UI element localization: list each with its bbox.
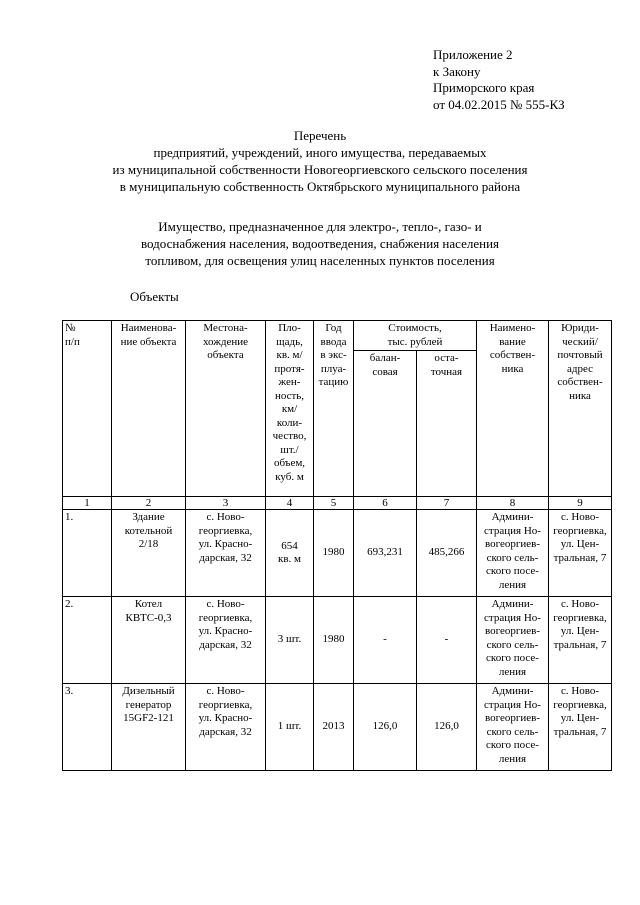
row-owner-line: ления [498, 665, 527, 678]
column-number [354, 497, 417, 510]
row-owner-line: Админи- [491, 685, 534, 697]
row-cost-residual [417, 510, 477, 597]
column-number [112, 497, 186, 510]
table-header [63, 321, 612, 510]
header-cost-line: тыс. рублей [387, 335, 443, 348]
property-purpose [0, 218, 640, 269]
row-address-line: тральная, 7 [553, 551, 607, 564]
row-owner-line: вогеоргиев- [484, 625, 540, 637]
column-number [549, 497, 612, 510]
row-location-line: георгиевка, [198, 611, 253, 624]
row-owner-line: страция Но- [484, 611, 541, 624]
row-cost-balance-line: 693,231 [367, 546, 403, 559]
header-owner-line: вание [499, 335, 526, 348]
row-cost-residual-line: 126,0 [434, 720, 459, 733]
header-area [266, 321, 314, 497]
column-number-line: 4 [286, 497, 293, 509]
row-owner [477, 684, 549, 771]
row-cost-residual [417, 597, 477, 684]
row-location [186, 510, 266, 597]
row-location-line: ул. Красно- [198, 538, 253, 550]
table-body [63, 510, 612, 771]
header-area-line: кв. м/ [276, 349, 303, 361]
row-cost-balance-line: 126,0 [372, 720, 398, 733]
row-num-line: 2. [65, 598, 74, 610]
header-cost-line: Стоимость, [388, 322, 442, 334]
row-area-line: 3 шт. [277, 633, 302, 646]
header-location-line: объекта [207, 349, 244, 361]
row-owner-line: ления [498, 752, 527, 765]
purpose-line: Имущество, предназначенное для электро-, тепло-, газо- и [158, 219, 482, 234]
purpose-line: водоснабжения населения, водоотведения, снабжения населения [140, 236, 500, 251]
row-owner-line: вогеоргиев- [484, 712, 540, 724]
header-cost-balance-line: совая [372, 365, 398, 378]
column-number-line: 2 [145, 497, 152, 509]
header-address-line: собствен- [557, 376, 603, 388]
row-owner [477, 510, 549, 597]
row-year [314, 597, 354, 684]
column-number [417, 497, 477, 510]
row-year [314, 510, 354, 597]
header-cost [354, 321, 477, 351]
row-location [186, 684, 266, 771]
row-num-line: 3. [65, 685, 74, 697]
header-cost-balance-line: балан- [369, 352, 401, 364]
row-year-line: 2013 [322, 720, 345, 733]
row-location-line: георгиевка, [198, 698, 253, 711]
row-name-line: КВТС-0,3 [125, 611, 172, 624]
column-number [186, 497, 266, 510]
row-cost-balance-line: - [383, 633, 387, 646]
row-address-line: тральная, 7 [553, 725, 607, 738]
row-address-line: с. Ново- [560, 598, 600, 610]
row-num [63, 684, 112, 771]
row-location-line: дарская, 32 [199, 638, 252, 651]
appendix-line: к Закону [433, 63, 481, 79]
header-year-line: плуа- [320, 362, 347, 375]
column-number-line: 8 [509, 497, 516, 509]
header-area-line: чество, [272, 430, 307, 442]
header-year-line: Год [325, 322, 342, 334]
appendix-line: Приложение 2 [433, 47, 513, 62]
row-num-line: 1. [65, 511, 74, 523]
row-name-line: Котел [134, 598, 163, 610]
row-name [112, 597, 186, 684]
column-number-line: 6 [382, 497, 388, 509]
appendix-reference [433, 47, 565, 113]
column-number [63, 497, 112, 510]
header-location [186, 321, 266, 497]
row-owner-line: ского сель- [486, 638, 539, 651]
row-area [266, 597, 314, 684]
row-cost-balance [354, 684, 417, 771]
column-number-line: 9 [577, 497, 583, 509]
row-address-line: ул. Цен- [560, 538, 600, 550]
header-area-line: шт./ [280, 443, 299, 456]
header-year-line: в экс- [320, 349, 347, 361]
header-address-line: Юриди- [561, 322, 599, 334]
row-name-line: генератор [125, 698, 172, 711]
table-row [63, 510, 612, 597]
row-location-line: георгиевка, [198, 524, 253, 537]
header-cost-residual-line: точная [430, 365, 463, 378]
header-owner-line: ника [501, 362, 524, 375]
row-cost-balance [354, 597, 417, 684]
row-location-line: с. Ново- [206, 511, 245, 523]
row-name [112, 684, 186, 771]
header-area-line: куб. м [275, 470, 304, 483]
title-line: предприятий, учреждений, иного имущества, передаваемых [153, 145, 487, 160]
header-num-line: п/п [65, 335, 80, 348]
row-address-line: с. Ново- [560, 685, 600, 697]
header-address [549, 321, 612, 497]
header-area-line: Пло- [278, 322, 301, 334]
header-row [63, 321, 612, 351]
column-number-line: 7 [443, 497, 450, 509]
row-address-line: георгиевка, [553, 698, 607, 711]
header-name-line: Наименова- [120, 322, 177, 334]
row-owner [477, 597, 549, 684]
row-name [112, 510, 186, 597]
row-cost-residual-line: 485,266 [428, 546, 465, 559]
title-line: Перечень [293, 128, 347, 143]
row-owner-line: ского сель- [486, 725, 539, 738]
row-owner-line: ского сель- [486, 551, 539, 564]
row-area-line: 1 шт. [277, 720, 302, 733]
header-cost-balance [354, 351, 417, 497]
header-year-line: тацию [318, 376, 349, 388]
row-address-line: тральная, 7 [553, 638, 607, 651]
header-area-line: протя- [274, 362, 305, 375]
row-location [186, 597, 266, 684]
column-number-line: 5 [330, 497, 337, 509]
header-area-line: объем, [273, 457, 306, 469]
row-year-line: 1980 [322, 633, 345, 646]
header-owner-line: Наимено- [489, 322, 536, 334]
row-area [266, 684, 314, 771]
row-location-line: дарская, 32 [199, 725, 252, 738]
table-row [63, 597, 612, 684]
header-address-line: ника [569, 389, 591, 402]
row-address-line: ул. Цен- [560, 712, 600, 724]
header-num-line: № [65, 322, 76, 334]
row-location-line: ул. Красно- [198, 712, 253, 724]
header-name [112, 321, 186, 497]
column-number-row [63, 497, 612, 510]
row-area-line: 654 [281, 539, 298, 552]
header-address-line: почтовый [557, 349, 603, 361]
row-num [63, 597, 112, 684]
document-title [0, 127, 640, 195]
section-label: Объекты [130, 289, 179, 304]
row-num [63, 510, 112, 597]
row-address-line: георгиевка, [553, 611, 607, 624]
row-cost-balance [354, 510, 417, 597]
row-owner-line: страция Но- [484, 698, 541, 711]
row-name-line: 2/18 [138, 538, 159, 550]
row-location-line: с. Ново- [206, 685, 245, 697]
header-area-line: щадь, [276, 335, 303, 348]
header-year [314, 321, 354, 497]
header-area-line: км/ [281, 403, 298, 415]
column-number [266, 497, 314, 510]
row-area-line: кв. м [278, 553, 301, 565]
row-year [314, 684, 354, 771]
row-address [549, 510, 612, 597]
header-area-line: коли- [276, 416, 303, 429]
row-owner-line: ского посе- [486, 739, 539, 751]
header-num [63, 321, 112, 497]
column-number [314, 497, 354, 510]
row-address [549, 597, 612, 684]
header-area-line: ность, [274, 389, 305, 402]
row-name-line: Здание [132, 511, 165, 523]
row-location-line: ул. Красно- [198, 625, 253, 637]
header-year-line: ввода [320, 335, 347, 348]
header-cost-residual [417, 351, 477, 497]
header-location-line: Местона- [203, 322, 248, 334]
row-owner-line: ского посе- [486, 652, 539, 664]
column-number [477, 497, 549, 510]
row-owner-line: ления [498, 578, 527, 591]
column-number-line: 3 [222, 497, 229, 509]
table-row [63, 684, 612, 771]
row-address-line: с. Ново- [560, 511, 600, 523]
purpose-line: топливом, для освещения улиц населенных пунктов поселения [145, 253, 495, 268]
title-line: из муниципальной собственности Новогеоргиевского сельского поселения [112, 162, 528, 177]
header-area-line: жен- [278, 376, 301, 388]
column-number-line: 1 [84, 497, 90, 509]
row-owner-line: ского посе- [486, 565, 539, 577]
row-year-line: 1980 [322, 546, 345, 559]
header-address-line: ческий/ [562, 335, 598, 348]
header-location-line: хождение [202, 335, 249, 348]
row-name-line: Дизельный [122, 685, 175, 697]
appendix-line: Приморского края [433, 80, 535, 95]
row-location-line: дарская, 32 [199, 551, 252, 564]
header-name-line: ние объекта [120, 335, 177, 348]
row-name-line: 15GF2-121 [123, 712, 174, 724]
header-owner [477, 321, 549, 497]
row-address-line: георгиевка, [553, 524, 607, 537]
row-location-line: с. Ново- [206, 598, 245, 610]
row-owner-line: страция Но- [484, 524, 541, 537]
row-area [266, 510, 314, 597]
header-cost-residual-line: оста- [434, 352, 459, 364]
appendix-line: от 04.02.2015 № 555-КЗ [433, 96, 565, 112]
title-line: в муниципальную собственность Октябрьского муниципального района [119, 179, 521, 194]
row-owner-line: вогеоргиев- [484, 538, 540, 550]
header-address-line: адрес [566, 362, 594, 375]
row-name-line: котельной [124, 524, 173, 537]
row-address [549, 684, 612, 771]
row-owner-line: Админи- [491, 598, 534, 610]
row-owner-line: Админи- [491, 511, 534, 523]
row-cost-residual-line: - [444, 633, 449, 646]
row-address-line: ул. Цен- [560, 625, 600, 637]
header-owner-line: собствен- [489, 349, 536, 361]
objects-table [62, 320, 612, 771]
row-cost-residual [417, 684, 477, 771]
